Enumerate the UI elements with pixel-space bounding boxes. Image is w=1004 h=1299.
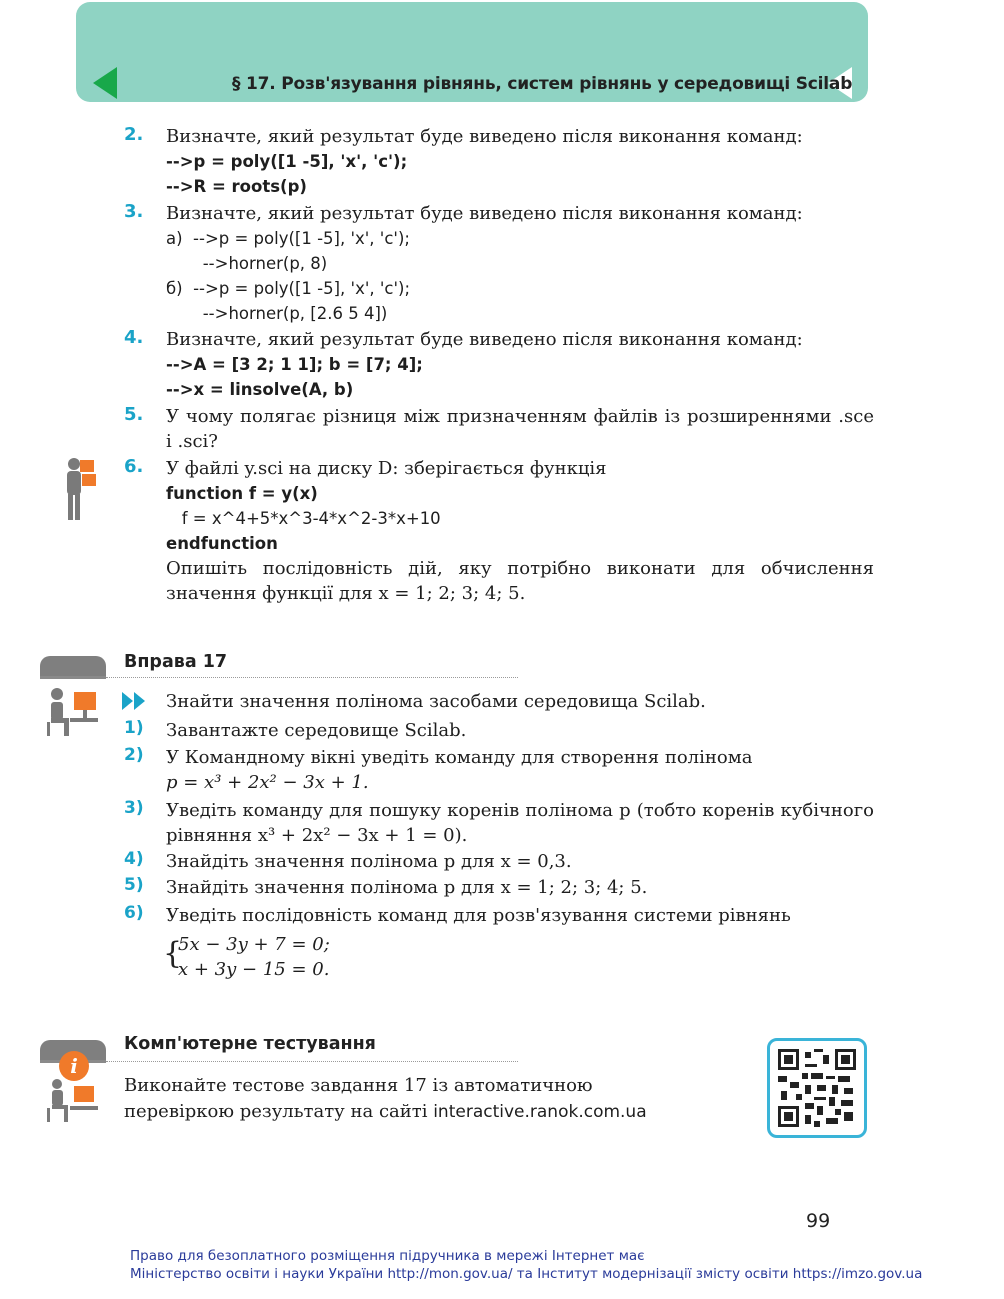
footer-line-2: Міністерство освіти і науки України http://mon.gov.ua/ та Інститут модернізації змісту освіти https://imzo.gov.ua xyxy=(130,1266,923,1282)
section-dotted-line xyxy=(106,1061,518,1062)
code-line: -->x = linsolve(A, b) xyxy=(166,380,354,399)
subtask-a-line: а) -->p = poly([1 -5], 'x', 'c'); xyxy=(166,229,410,248)
system-brace: { xyxy=(163,936,183,971)
code-line: f = x^4+5*x^3-4*x^2-3*x+10 xyxy=(166,509,441,528)
step-text: Завантажте середовище Scilab. xyxy=(166,720,467,741)
person-at-computer-icon xyxy=(44,686,102,738)
step-text: Уведіть команду для пошуку коренів полінома p (тобто коренів кубічного рівняння x³ + 2x² − 3x + 1 = 0). xyxy=(166,800,874,846)
subtask-a-line: -->horner(p, 8) xyxy=(166,254,328,273)
exercise-step-4 xyxy=(124,849,874,874)
testing-line-1: Виконайте тестове завдання 17 із автоматичною xyxy=(124,1075,593,1096)
svg-text:i: i xyxy=(70,1054,78,1078)
step-number: 3) xyxy=(124,798,144,818)
task-6 xyxy=(124,456,874,606)
testing-line-2-text: перевіркою результату на сайті xyxy=(124,1101,428,1122)
task-2 xyxy=(124,124,874,199)
page-number: 99 xyxy=(806,1210,831,1232)
testing-site-link[interactable]: interactive.ranok.com.ua xyxy=(433,1102,647,1122)
step-number: 1) xyxy=(124,718,144,738)
exercise-intro xyxy=(124,689,874,714)
qr-code-icon xyxy=(778,1049,856,1127)
step-number: 2) xyxy=(124,745,144,765)
polynomial-formula: p = x³ + 2x² − 3x + 1. xyxy=(166,772,369,793)
task-3 xyxy=(124,201,874,326)
section-dotted-line xyxy=(106,677,518,678)
testing-title: Комп'ютерне тестування xyxy=(124,1034,376,1054)
step-text: У Командному вікні уведіть команду для створення полінома xyxy=(166,747,753,768)
testing-line-2 xyxy=(124,1099,647,1125)
person-carrying-box-icon xyxy=(58,456,102,522)
step-number: 5) xyxy=(124,875,144,895)
equation-system xyxy=(178,932,330,982)
code-line: -->A = [3 2; 1 1]; b = [7; 4]; xyxy=(166,355,423,374)
task-number: 4. xyxy=(124,327,144,348)
testing-text xyxy=(124,1073,647,1125)
task-text: У файлі y.sci на диску D: зберігається функція xyxy=(166,458,607,479)
step-text: Уведіть послідовність команд для розв'язування системи рівнянь xyxy=(166,905,791,926)
code-line: -->p = poly([1 -5], 'x', 'c'); xyxy=(166,152,408,171)
task-text-2: Опишіть послідовність дій, яку потрібно виконати для обчислення значення функції для x = 1; 2; 3; 4; 5. xyxy=(166,558,874,604)
footer-notice xyxy=(130,1247,922,1283)
exercise-step-6 xyxy=(124,903,874,928)
exercise-step-2 xyxy=(124,745,874,795)
equation-2: x + 3y − 15 = 0. xyxy=(178,959,330,980)
exercise-step-1 xyxy=(124,718,874,743)
task-text: У чому полягає різниця між призначенням файлів із розширеннями .sce і .sci? xyxy=(166,406,874,452)
task-number: 2. xyxy=(124,124,144,145)
footer-line-1: Право для безоплатного розміщення підручника в мережі Інтернет має xyxy=(130,1248,645,1264)
chapter-title: § 17. Розв'язування рівнянь, систем рівнянь у середовищі Scilab xyxy=(232,74,853,94)
step-number: 4) xyxy=(124,849,144,869)
exercise-step-5 xyxy=(124,875,874,900)
qr-code[interactable] xyxy=(767,1038,867,1138)
subtask-b-line: -->horner(p, [2.6 5 4]) xyxy=(166,304,388,323)
section-divider xyxy=(40,676,106,679)
task-text: Визначте, який результат буде виведено після виконання команд: xyxy=(166,126,803,147)
task-number: 5. xyxy=(124,404,144,425)
step-number: 6) xyxy=(124,903,144,923)
prev-page-arrow-icon[interactable] xyxy=(93,67,117,99)
task-text: Визначте, який результат буде виведено після виконання команд: xyxy=(166,203,803,224)
info-person-computer-icon xyxy=(44,1050,102,1124)
exercise-intro-text: Знайти значення полінома засобами середовища Scilab. xyxy=(166,691,706,712)
task-text: Визначте, який результат буде виведено після виконання команд: xyxy=(166,329,803,350)
task-4 xyxy=(124,327,874,402)
code-line: endfunction xyxy=(166,534,278,553)
exercise-step-3 xyxy=(124,798,874,848)
task-number: 3. xyxy=(124,201,144,222)
code-line: function f = y(x) xyxy=(166,484,318,503)
step-text: Знайдіть значення полінома p для x = 1; 2; 3; 4; 5. xyxy=(166,877,648,898)
task-5 xyxy=(124,404,874,454)
section-tab xyxy=(40,656,106,678)
subtask-b-line: б) -->p = poly([1 -5], 'x', 'c'); xyxy=(166,279,411,298)
exercise-title: Вправа 17 xyxy=(124,652,228,672)
task-number: 6. xyxy=(124,456,144,477)
code-line: -->R = roots(p) xyxy=(166,177,307,196)
equation-1: 5x − 3y + 7 = 0; xyxy=(178,934,330,955)
step-text: Знайдіть значення полінома p для x = 0,3. xyxy=(166,851,572,872)
